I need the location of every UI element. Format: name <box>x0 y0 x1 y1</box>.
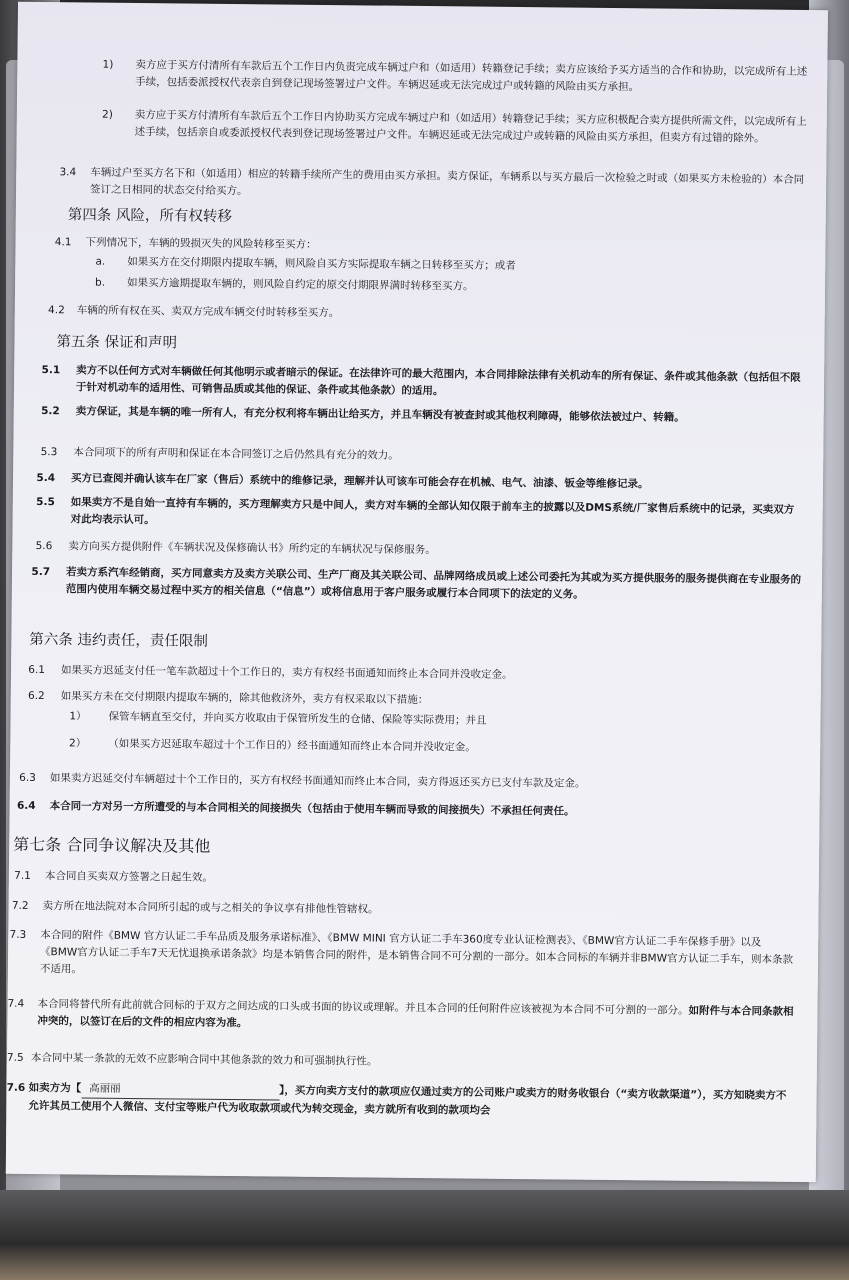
clause-5-5: 5.5 如果卖方不是自始一直持有车辆的，买方理解卖方只是中间人，卖方对车辆的全部认知仅限于前车主的披露以及DMS系统/厂家售后系统中的记录，买卖双方对此均表示认可。 <box>36 495 795 527</box>
section-5-heading: 第五条 保证和声明 <box>56 334 178 352</box>
clause-5-3: 5.3 本合同项下的所有声明和保证在本合同签订之后仍然具有充分的效力。 <box>40 446 399 462</box>
clause-3-3-2: 2) 卖方应于买方付清所有车款后五个工作日内协助买方完成车辆过户和（如适用）转籍登记手续；买方应积极配合卖方提供所需文件，以完成所有上述手续，包括亲自或委派授权代表到登记现场签署过户文件。车辆迟延或无法完成过户或转籍的风险由买方承担，但卖方有过错的除外。 <box>102 108 807 145</box>
section-6-heading: 第六条 违约责任，责任限制 <box>29 631 209 650</box>
clause-7-6: 7.6 如卖方为【 高丽丽 】，买方向卖方支付的款项应仅通过卖方的公司账户或卖方的财务收银台（“卖方收款渠道”），买方知晓卖方不允许其员工使用个人微信、支付宝等账户代为收取款项或代为转交现金，卖方就所有收到的款项均会 <box>6 1081 787 1117</box>
clause-5-2: 5.2 卖方保证，其是车辆的唯一所有人，有充分权利将车辆出让给买方，并且车辆没有被查封或其他权利障碍，能够依法被过户、转籍。 <box>41 405 685 424</box>
clause-3-3-1: 1) 卖方应于买方付清所有车款后五个工作日内负责完成车辆过户和（如适用）转籍登记手续；卖方应该给予买方适当的合作和协助，以完成所有上述手续，包括委派授权代表亲自到登记现场签署过户文件。车辆迟延或无法完成过户或转籍的风险由买方承担。 <box>102 58 808 94</box>
clause-4-1: 4.1 下列情况下，车辆的毁损灭失的风险转移至买方： <box>54 236 317 251</box>
clause-5-1: 5.1 卖方不以任何方式对车辆做任何其他明示或者暗示的保证。在法律许可的最大范围内，本合同排除法律有关机动车的所有保证、条件或其他条款（包括但不限于针对机动车的适用性、可销售品质或其他的保证、条件或其他条款）的适用。 <box>41 364 801 398</box>
clause-7-4: 7.4 本合同将替代所有此前就合同标的于双方之间达成的口头或书面的协议或理解。并且本合同的任何附件应该被视为本合同不可分割的一部分。如附件与本合同条款相冲突的，以签订在后的文件的相应内容为准。 <box>7 997 794 1030</box>
clause-7-3: 7.3 本合同的附件《BMW 官方认证二手车品质及服务承诺标准》、《BMW MINI 官方认证二手车360度专业认证检测表》、《BMW官方认证二手车保修手册》以及《BMW官方认证二手车7天无忧退换承诺条款》均是本销售合同的附件，是本销售合同不可分割的一部分。如本合同标的车辆并非BMW官方认证二手车，则本条款不适用。 <box>9 928 794 976</box>
clause-7-2: 7.2 卖方所在地法院对本合同所引起的或与之相关的争议享有排他性管辖权。 <box>11 899 379 916</box>
clause-4-1-b: b. 如果买方逾期提取车辆的，则风险自约定的原交付期限界满时转移至买方。 <box>95 276 474 293</box>
clause-7-5: 7.5 本合同中某一条款的无效不应影响合同中其他条款的效力和可强制执行性。 <box>6 1051 378 1068</box>
clause-6-3: 6.3 如果卖方迟延交付车辆超过十个工作日的，买方有权经书面通知而终止本合同，卖方得返还买方已支付车款及定金。 <box>19 771 586 790</box>
clause-6-2: 6.2 如果买方未在交付期限内提取车辆的，除其他救济外，卖方有权采取以下措施： <box>27 689 429 707</box>
clause-6-2-1: 1） 保管车辆直至交付，并向买方收取由于保管所发生的仓储、保险等实际费用；并且 <box>69 710 487 727</box>
clause-4-1-a: a. 如果买方在交付期限内提取车辆，则风险自买方实际提取车辆之日转移至买方；或者 <box>95 255 516 272</box>
clause-6-1: 6.1 如果买方迟延支付任一笔车款超过十个工作日的，卖方有权经书面通知而终止本合同并没收定金。 <box>28 663 513 681</box>
section-4-heading: 第四条 风险，所有权转移 <box>67 207 232 226</box>
section-7-heading: 第七条 合同争议解决及其他 <box>13 834 211 856</box>
clause-7-1: 7.1 本合同自买卖双方签署之日起生效。 <box>14 869 213 884</box>
clause-5-6: 5.6 卖方向买方提供附件《车辆状况及保修确认书》所约定的车辆状况与保修服务。 <box>35 539 436 557</box>
clause-5-7: 5.7 若卖方系汽车经销商，买方同意卖方及卖方关联公司、生产厂商及其关联公司、品牌网络成员或上述公司委托为其或为买方提供服务的服务提供商在专业服务的范围内使用车辆交易过程中买方的相关信息（“信息”）或将信息用于客户服务或履行本合同项下的法定的义务。 <box>31 565 802 601</box>
clause-6-2-2: 2） （如果买方迟延取车超过十个工作日的）经书面通知而终止本合同并没收定金。 <box>69 737 476 754</box>
clause-4-2: 4.2 车辆的所有权在买、卖双方完成车辆交付时转移至买方。 <box>48 304 340 320</box>
clause-6-4: 6.4 本合同一方对另一方所遭受的与本合同相关的间接损失（包括由于使用车辆而导致的间接损失）不承担任何责任。 <box>16 799 575 818</box>
seller-name-field: 高丽丽 <box>81 1080 279 1100</box>
contract-page <box>6 2 828 1182</box>
clause-3-4: 3.4 车辆过户至买方名下和（如适用）相应的转籍手续所产生的费用由买方承担。卖方保证，车辆系以与买方最后一次检验之时或（如果买方未检验的）本合同签订之日相同的状态交付给买方。 <box>59 166 805 198</box>
clause-5-4: 5.4 买方已查阅并确认该车在厂家（售后）系统中的维修记录，理解并认可该车可能会存在机械、电气、油漆、钣金等维修记录。 <box>36 471 649 491</box>
background-bottom <box>0 1190 849 1280</box>
